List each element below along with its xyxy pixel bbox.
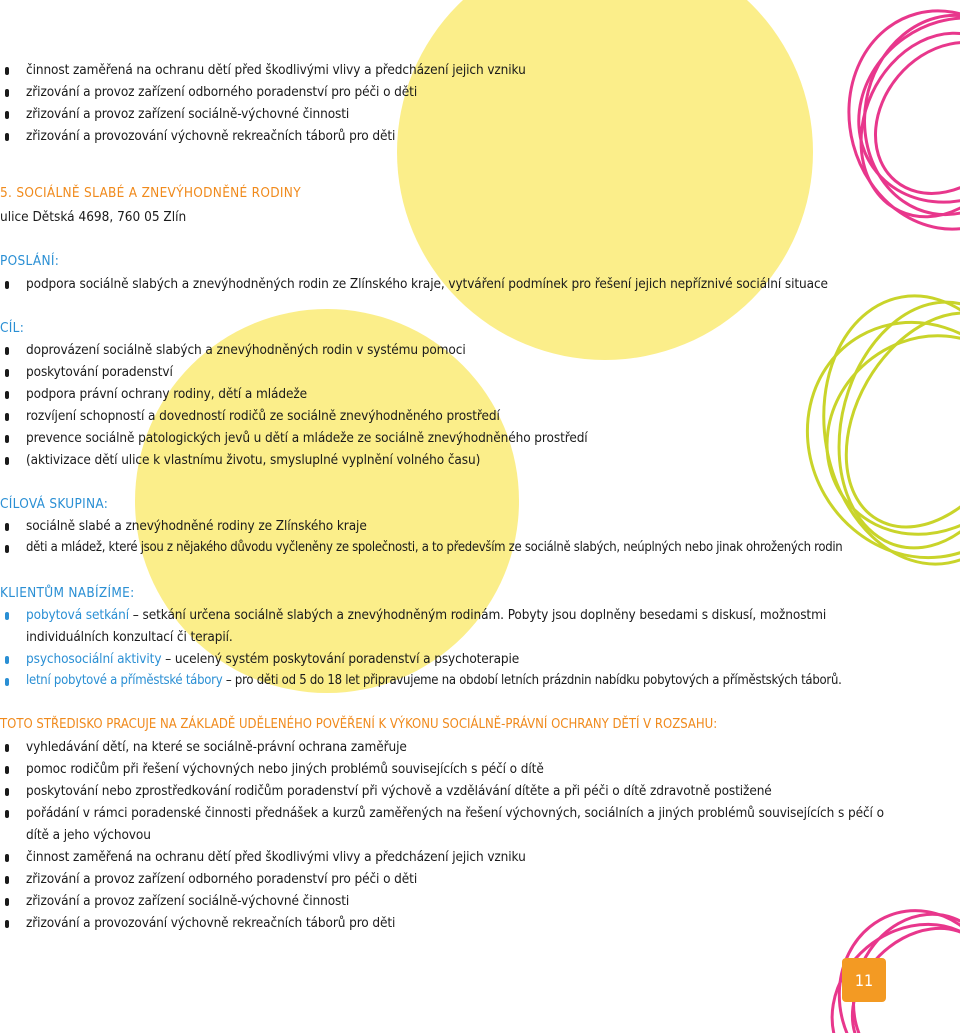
offer-text: – ucelený systém poskytování poradenství a psychoterapie xyxy=(161,651,520,667)
list-item: činnost zaměřená na ochranu dětí před škodlivými vlivy a předcházení jejich vzniku xyxy=(26,59,526,81)
list-item xyxy=(26,604,896,648)
offer-term: psychosociální aktivity xyxy=(26,651,162,667)
list-item: prevence sociálně patologických jevů u dětí a mládeže ze sociálně znevýhodněného prostředí xyxy=(26,427,588,449)
list-item: podpora právní ochrany rodiny, dětí a mládeže xyxy=(26,383,307,405)
cil-heading: CÍL: xyxy=(0,320,25,336)
list-item xyxy=(26,648,519,670)
list-item: zřizování a provozování výchovně rekreačních táborů pro děti xyxy=(26,125,395,147)
list-item: vyhledávání dětí, na které se sociálně-právní ochrana zaměřuje xyxy=(26,736,407,758)
list-item: zřizování a provozování výchovně rekreačních táborů pro děti xyxy=(26,912,395,934)
list-item: zřizování a provoz zařízení odborného poradenství pro péči o děti xyxy=(26,81,417,103)
offer-text: – setkání určena sociálně slabých a znevýhodněným rodinám. Pobyty jsou doplněny besedami s diskusí, možnostmi individuálních konzultací či terapií. xyxy=(26,607,827,645)
list-item: rozvíjení schopností a dovedností rodičů ze sociálně znevýhodněného prostředí xyxy=(26,405,500,427)
klientum-heading: KLIENTŮM NABÍZÍME: xyxy=(0,585,135,601)
skupina-heading: CÍLOVÁ SKUPINA: xyxy=(0,496,109,512)
list-item: (aktivizace dětí ulice k vlastnímu životu, smysluplné vyplnění volného času) xyxy=(26,449,480,471)
page-number: 11 xyxy=(842,958,886,1002)
list-item: pořádání v rámci poradenské činnosti přednášek a kurzů zaměřených na řešení výchovných, sociálních a jiných problémů souvisejících s péčí o dítě a jeho výchovou xyxy=(26,802,896,846)
list-item: zřizování a provoz zařízení odborného poradenství pro péči o děti xyxy=(26,868,417,890)
list-item: děti a mládež, které jsou z nějakého důvodu vyčleněny ze společnosti, a to především ze sociálně slabých, neúplných nebo jinak ohrožených rodin xyxy=(26,537,842,559)
offer-term: letní pobytové a příměstské tábory xyxy=(26,673,223,688)
pink-scribble xyxy=(823,0,960,251)
list-item: poskytování nebo zprostředkování rodičům poradenství při výchově a vzdělávání dítěte a při péči o dítě zdravotně postižené xyxy=(26,780,772,802)
list-item: činnost zaměřená na ochranu dětí před škodlivými vlivy a předcházení jejich vzniku xyxy=(26,846,526,868)
poslani-heading: POSLÁNÍ: xyxy=(0,253,60,269)
offer-term: pobytová setkání xyxy=(26,607,129,623)
list-item: podpora sociálně slabých a znevýhodněných rodin ze Zlínského kraje, vytváření podmínek pro řešení jejich nepříznivé sociální situace xyxy=(26,273,828,295)
list-item: doprovázení sociálně slabých a znevýhodněných rodin v systému pomoci xyxy=(26,339,466,361)
list-item: poskytování poradenství xyxy=(26,361,173,383)
list-item: pomoc rodičům při řešení výchovných nebo jiných problémů souvisejících s péčí o dítě xyxy=(26,758,544,780)
list-item: sociálně slabé a znevýhodněné rodiny ze Zlínského kraje xyxy=(26,515,367,537)
list-item xyxy=(26,670,842,692)
list-item: zřizování a provoz zařízení sociálně-výchovné činnosti xyxy=(26,103,349,125)
yellow-circle-large xyxy=(397,0,813,360)
list-item: zřizování a provoz zařízení sociálně-výchovné činnosti xyxy=(26,890,349,912)
section-title: 5. SOCIÁLNĚ SLABÉ A ZNEVÝHODNĚNÉ RODINY xyxy=(0,185,301,201)
section-address: ulice Dětská 4698, 760 05 Zlín xyxy=(0,209,187,225)
offer-text: – pro děti od 5 do 18 let připravujeme na období letních prázdnin nabídku pobytových a příměstských táborů. xyxy=(222,673,842,688)
stredisko-heading: TOTO STŘEDISKO PRACUJE NA ZÁKLADĚ UDĚLENÉHO POVĚŘENÍ K VÝKONU SOCIÁLNĚ-PRÁVNÍ OCHRANY DĚTÍ V ROZSAHU: xyxy=(0,717,718,732)
